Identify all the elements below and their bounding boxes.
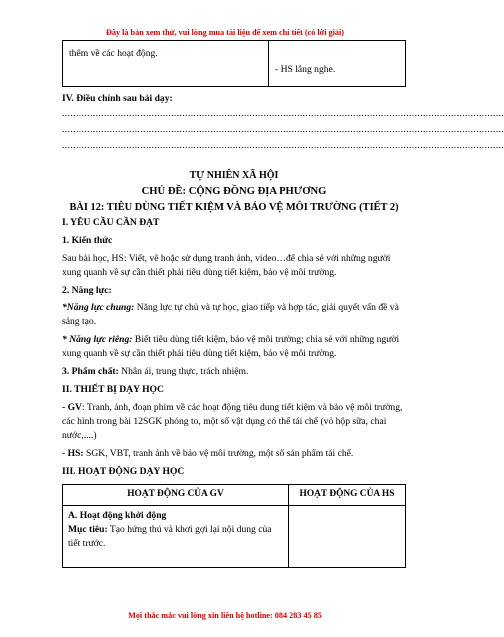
section-i-heading: I. YÊU CẦU CẦN ĐẠT — [62, 216, 160, 228]
activity-title: A. Hoạt động khởi động — [68, 510, 167, 522]
dotted-line: .............................................................................................................................................................. — [62, 123, 504, 135]
teacher-activity-cell — [63, 506, 289, 568]
dotted-line: .............................................................................................................................................................. — [62, 139, 504, 151]
specific-competence-label: * Năng lực riêng: — [62, 334, 133, 346]
teacher-equipment-label: - GV — [62, 401, 82, 413]
dotted-line: .............................................................................................................................................................. — [62, 107, 504, 119]
column-header-student: HOẠT ĐỘNG CỦA HS — [289, 485, 406, 506]
student-equipment-label: - HS: — [62, 447, 84, 459]
activities-table — [62, 484, 406, 568]
table-header-row — [63, 485, 406, 506]
specific-competence — [62, 333, 406, 361]
lesson-title-block — [62, 168, 406, 216]
document-content — [62, 40, 504, 568]
knowledge-heading: 1. Kiến thức — [62, 234, 113, 246]
student-equipment — [62, 447, 406, 461]
hotline-banner: Mọi thắc mắc vui lòng xin liên hệ hotline: 084 283 45 85 — [128, 611, 322, 620]
teacher-equipment — [62, 401, 406, 443]
general-competence-label: *Năng lực chung: — [62, 302, 135, 314]
preview-banner: Đây là bản xem thử, vui lòng mua tài liệu để xem chi tiết (có lời giải) — [105, 28, 344, 37]
subject-title: TỰ NHIÊN XÃ HỘI — [189, 169, 279, 181]
teacher-cell: thêm về các hoạt động. — [63, 41, 269, 87]
lesson-title: BÀI 12: TIÊU DÙNG TIẾT KIỆM VÀ BẢO VỆ MÔI TRƯỜNG (TIẾT 2) — [69, 201, 399, 213]
quality-label: 3. Phẩm chất: — [62, 366, 119, 378]
specific-competence-text: Biết tiêu dùng tiết kiệm, bảo vệ môi trường; chia sẻ với những người xung quanh về sự cần thiết phải tiêu dùng tiết kiệm, bảo vệ môi trường. — [62, 334, 400, 360]
general-competence — [62, 301, 406, 329]
goal-text: Tạo hứng thú và khơi gợi lại nội dung của tiết trước. — [68, 523, 272, 549]
quality — [62, 365, 406, 379]
section-ii-heading: II. THIẾT BỊ DẠY HỌC — [62, 383, 164, 395]
section-iv-heading: IV. Điều chỉnh sau bài dạy: — [62, 93, 173, 104]
quality-text: Nhân ái, trung thực, trách nhiệm. — [118, 366, 249, 378]
goal-label: Mục tiêu: — [68, 523, 108, 535]
table-row — [63, 506, 406, 568]
column-header-teacher: HOẠT ĐỘNG CỦA GV — [63, 485, 289, 506]
table-row — [63, 41, 406, 87]
previous-activity-table — [62, 40, 406, 87]
competence-heading: 2. Năng lực: — [62, 284, 112, 296]
student-activity-cell — [289, 506, 406, 568]
topic-title: CHỦ ĐỀ: CỘNG ĐỒNG ĐỊA PHƯƠNG — [141, 185, 327, 197]
knowledge-text: Sau bài học, HS: Viết, vẽ hoặc sử dụng tranh ảnh, video…để chia sẻ với những người xung quanh về sự cần thiết phải tiêu dùng tiết kiệm, bảo vệ môi trường. — [62, 252, 391, 278]
student-cell: - HS lắng nghe. — [269, 41, 406, 87]
teacher-equipment-text: : Tranh, ảnh, đoạn phim về các hoạt động tiêu dung tiết kiệm và bảo vệ môi trường, các hình trong bài 12SGK phóng to, một số vật dụng có thể tái chế (vỏ hộp sữa, chai nước,....) — [62, 401, 403, 441]
section-iii-heading: III. HOẠT ĐỘNG DẠY HỌC — [62, 465, 185, 477]
general-competence-text: Năng lực tự chủ và tự học, giao tiếp và hợp tác, giải quyết vấn đề và sáng tạo. — [62, 302, 399, 328]
activity-goal — [68, 523, 283, 551]
student-equipment-text: SGK, VBT, tranh ảnh về bảo vệ môi trường, một số sản phẩm tái chế. — [83, 447, 354, 459]
